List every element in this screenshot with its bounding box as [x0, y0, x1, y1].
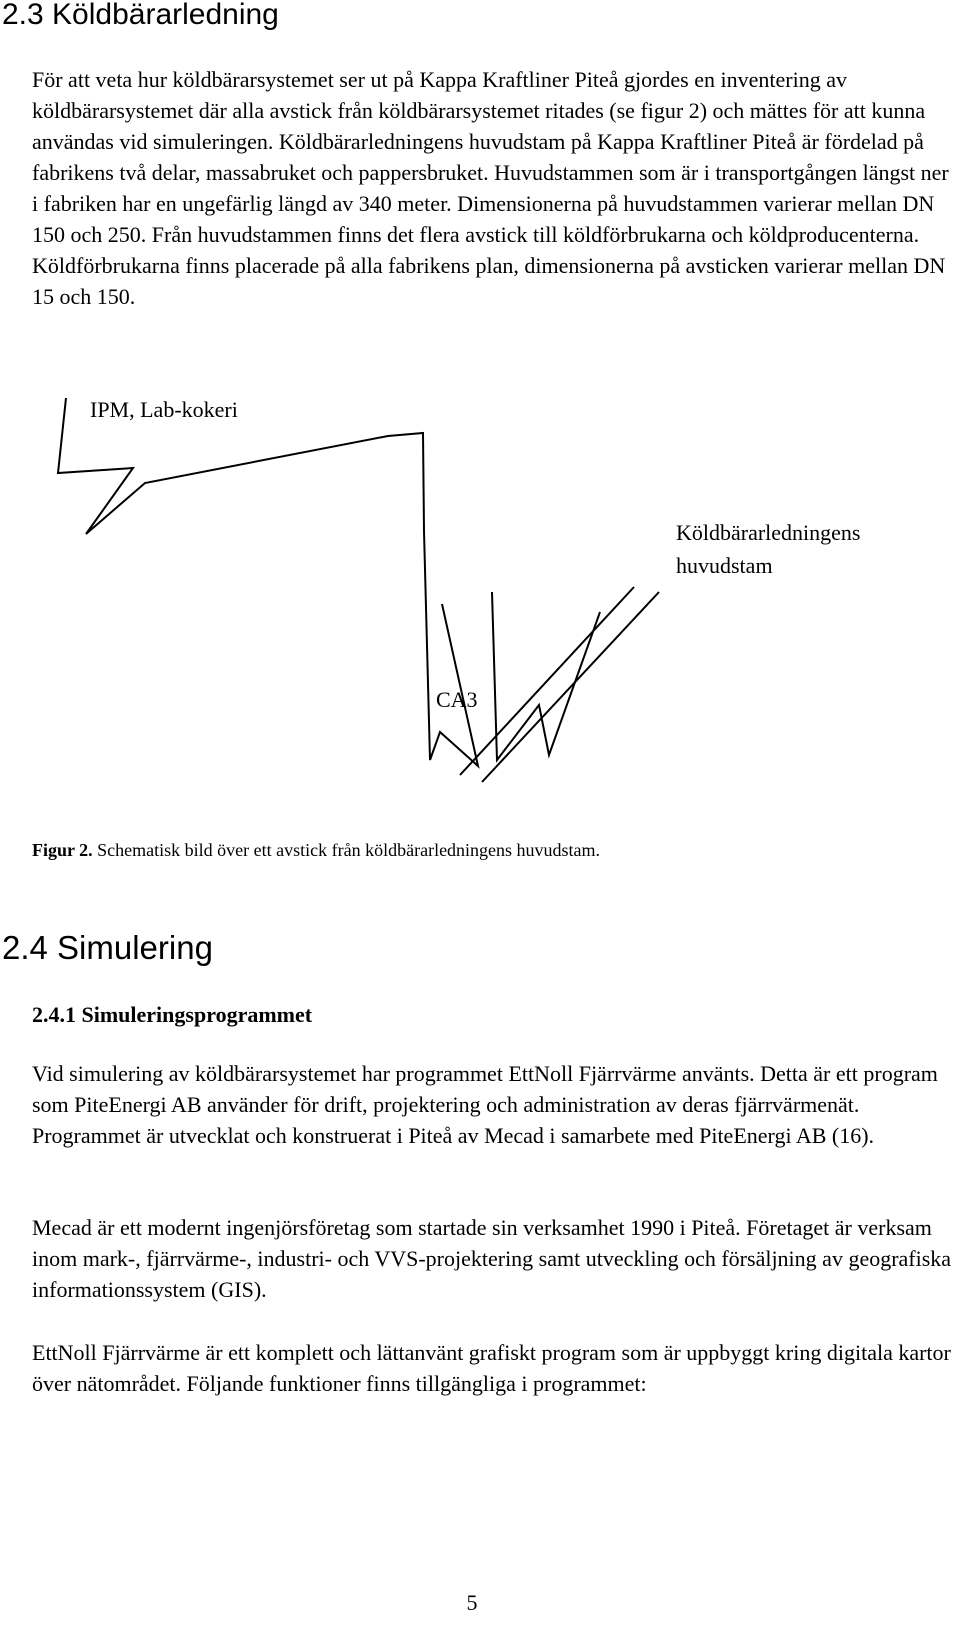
section-2-4-paragraph-3: EttNoll Fjärrvärme är ett komplett och lättanvänt grafiskt program som är uppbyggt kring digitala kartor över nätområdet. Följande funktioner finns tillgängliga i programmet: [32, 1340, 951, 1396]
page-number-value: 5 [466, 1590, 478, 1615]
subsection-heading-2-4-1: 2.4.1 Simuleringsprogrammet [32, 1002, 313, 1027]
label-main-stem-line2: huvudstam [676, 553, 773, 578]
section-2-4-paragraph-2: Mecad är ett modernt ingenjörsföretag som startade sin verksamhet 1990 i Piteå. Företaget är verksam inom mark-, fjärrvärme-, industri- och VVS-projektering samt utveckling och försäljning av geografiska informationssystem (GIS). [32, 1215, 952, 1302]
label-ca3: CA3 [436, 687, 478, 712]
section-heading-2-3: 2.3 Köldbärarledning [2, 0, 279, 31]
pipe-return-line [492, 592, 600, 760]
figure-2-diagram [0, 390, 960, 810]
pipe-branch-line-2 [482, 592, 659, 782]
figure-caption [32, 838, 600, 862]
page-number [0, 1590, 960, 1616]
pipe-main-line [58, 398, 478, 766]
section-2-4-paragraph-1: Vid simulering av köldbärarsystemet har programmet EttNoll Fjärrvärme använts. Detta är ett program som PiteEnergi AB använder för drift, projektering och administration av deras fjärrvärmenät. Programmet är utvecklat och konstruerat i Piteå av Mecad i samarbete med PiteEnergi AB (16). [32, 1061, 938, 1148]
figure-caption-number: Figur 2. [32, 840, 93, 860]
label-main-stem-line1: Köldbärarledningens [676, 520, 861, 545]
section-heading-2-4: 2.4 Simulering [2, 929, 213, 966]
figure-caption-text: Schematisk bild över ett avstick från köldbärarledningens huvudstam. [92, 840, 601, 860]
section-2-3-paragraph: För att veta hur köldbärarsystemet ser ut på Kappa Kraftliner Piteå gjordes en inventering av köldbärarsystemet där alla avstick från köldbärarsystemet ritades (se figur 2) och mättes för att kunna användas vid simuleringen. Köldbärarledningens huvudstam på Kappa Kraftliner Piteå är fördelad på fabrikens två delar, massabruket och pappersbruket. Huvudstammen som är i transportgången längst ner i fabriken har en ungefärlig längd av 340 meter. Dimensionerna på huvudstammen varierar mellan DN 150 och 250. Från huvudstammen finns det flera avstick till köldförbrukarna och köldproducenterna. Köldförbrukarna finns placerade på alla fabrikens plan, dimensionerna på avsticken varierar mellan DN 15 och 150. [32, 67, 949, 309]
label-ipm-lab-kokeri: IPM, Lab-kokeri [90, 397, 238, 422]
